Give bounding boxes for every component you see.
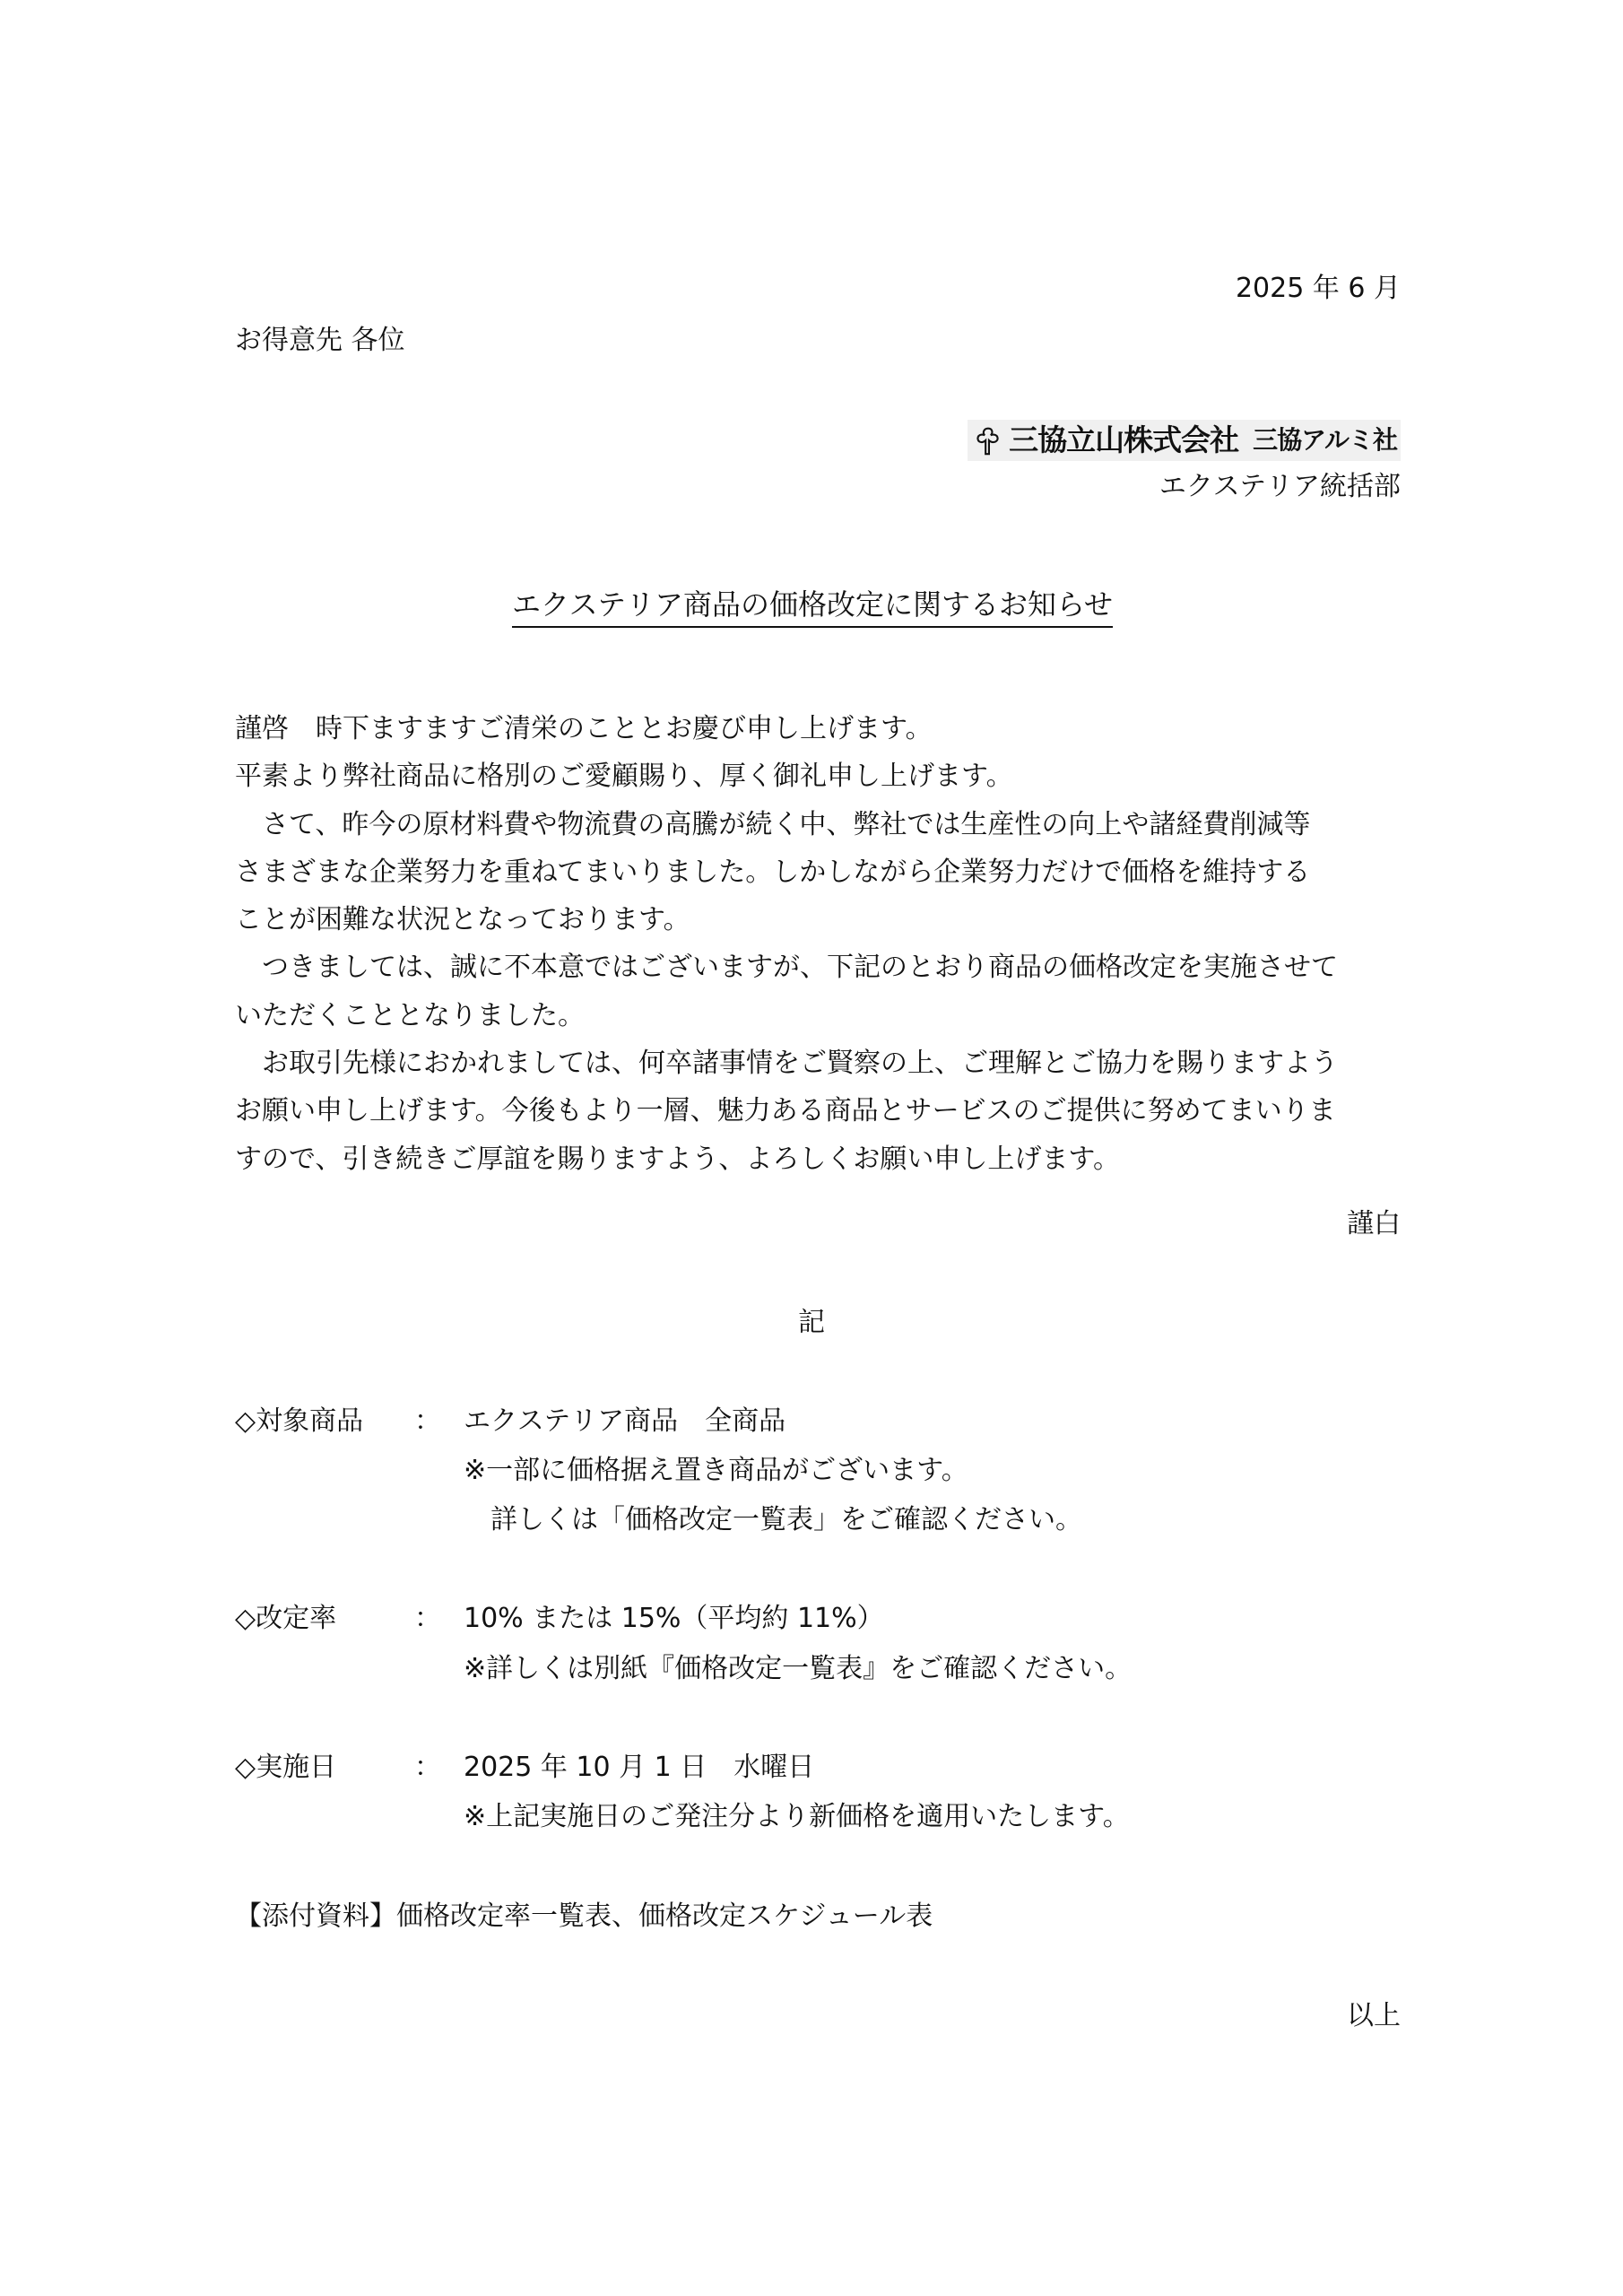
closing-kinpaku: 謹白 — [1347, 1208, 1401, 1239]
body-line: ことが困難な状況となっております。 — [235, 904, 690, 936]
document-title — [0, 585, 1623, 628]
rate-note: ※詳しくは別紙『価格改定一覧表』をご確認ください。 — [464, 1653, 1133, 1684]
effective-date-colon: ： — [414, 1752, 441, 1783]
department: エクステリア統括部 — [1159, 471, 1401, 502]
rate-label: ◇改定率 — [235, 1603, 337, 1634]
body-line: つきましては、誠に不本意ではございますが、下記のとおり商品の価格改定を実施させて — [235, 952, 1338, 984]
body-line: お願い申し上げます。今後もより一層、魅力ある商品とサービスのご提供に努めてまいりま — [235, 1095, 1336, 1127]
body-line: いただくこととなりました。 — [235, 999, 585, 1031]
effective-date-value: 2025 年 10 月 1 日 水曜日 — [464, 1752, 815, 1783]
target-note: 詳しくは「価格改定一覧表」をご確認ください。 — [490, 1504, 1082, 1535]
recipient: お得意先 各位 — [235, 325, 405, 356]
company-logo — [968, 420, 1401, 461]
effective-date-note: ※上記実施日のご発注分より新価格を適用いたします。 — [464, 1801, 1130, 1832]
target-colon: ： — [414, 1405, 441, 1437]
target-note: ※一部に価格据え置き商品がございます。 — [464, 1455, 968, 1486]
rate-value: 10% または 15%（平均約 11%） — [464, 1603, 884, 1634]
company-brand: 三協アルミ社 — [1253, 425, 1397, 455]
letter-body — [235, 705, 1401, 1183]
body-line: お取引先様におかれましては、何卒諸事情をご賢察の上、ご理解とご協力を賜りますよう — [235, 1048, 1338, 1080]
attachment-note: 【添付資料】価格改定率一覧表、価格改定スケジュール表 — [235, 1900, 933, 1932]
rate-colon: ： — [414, 1603, 441, 1634]
closing-ijou: 以上 — [1347, 2000, 1401, 2031]
target-label: ◇対象商品 — [235, 1405, 364, 1437]
ki-heading: 記 — [798, 1307, 825, 1338]
effective-date-label: ◇実施日 — [235, 1752, 337, 1783]
body-line: 平素より弊社商品に格別のご愛顧賜り、厚く御礼申し上げます。 — [235, 761, 1013, 793]
three-leaf-logo-mark-icon — [971, 423, 1005, 457]
body-line: 謹啓 時下ますますご清栄のこととお慶び申し上げます。 — [235, 713, 933, 744]
target-value: エクステリア商品 全商品 — [464, 1405, 786, 1437]
body-line: さまざまな企業努力を重ねてまいりました。しかしながら企業努力だけで価格を維持する — [235, 856, 1311, 888]
document-title-text: エクステリア商品の価格改定に関するお知らせ — [512, 585, 1113, 628]
company-name: 三協立山株式会社 — [1009, 422, 1239, 457]
body-line: さて、昨今の原材料費や物流費の高騰が続く中、弊社では生産性の向上や諸経費削減等 — [235, 808, 1311, 840]
body-line: すので、引き続きご厚誼を賜りますよう、よろしくお願い申し上げます。 — [235, 1143, 1120, 1175]
letter-date: 2025 年 6 月 — [1235, 273, 1401, 304]
